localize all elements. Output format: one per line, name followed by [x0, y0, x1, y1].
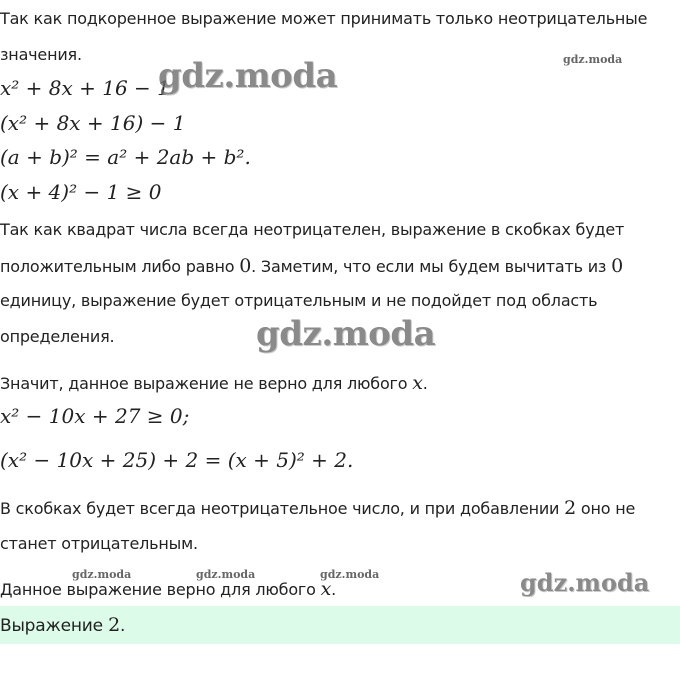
- paragraph-line: Так как подкоренное выражение может принимать только неотрицательные: [0, 9, 648, 28]
- inline-variable: x: [412, 372, 423, 394]
- formula: (x² − 10x + 25) + 2 = (x + 5)² + 2.: [0, 448, 354, 472]
- watermark-small: gdz.moda: [563, 53, 623, 66]
- text-run: Значит, данное выражение не верно для любого: [0, 374, 413, 393]
- paragraph-line: Так как квадрат числа всегда неотрицателен, выражение в скобках будет: [0, 220, 625, 239]
- text-run: В скобках будет всегда неотрицательное число, и при добавлении: [0, 499, 565, 518]
- text-run: положительным либо равно: [0, 257, 240, 276]
- paragraph-line: [0, 578, 336, 600]
- text-run: Данное выражение верно для любого: [0, 580, 321, 599]
- inline-number: 0: [239, 255, 252, 277]
- formula: (x² + 8x + 16) − 1: [0, 111, 186, 135]
- inline-number: 0: [611, 255, 623, 277]
- answer-box: [0, 606, 680, 644]
- paragraph-line: [0, 497, 635, 519]
- paragraph-line: [0, 372, 428, 394]
- watermark: gdz.moda: [256, 314, 436, 354]
- paragraph-line: станет отрицательным.: [0, 534, 198, 553]
- paragraph-line: значения.: [0, 45, 82, 64]
- formula: x² + 8x + 16 − 1: [0, 76, 170, 100]
- answer-label: Выражение: [0, 616, 109, 636]
- text-run: .: [331, 580, 337, 599]
- paragraph-line: определения.: [0, 327, 115, 346]
- watermark: gdz.moda: [520, 568, 650, 597]
- watermark-small: gdz.moda: [72, 568, 132, 581]
- text-run: .: [422, 374, 428, 393]
- formula: (a + b)² = a² + 2ab + b².: [0, 145, 251, 169]
- paragraph-line: единицу, выражение будет отрицательным и не подойдет под область: [0, 291, 598, 310]
- formula: (x + 4)² − 1 ≥ 0: [0, 180, 162, 204]
- watermark-small: gdz.moda: [320, 568, 380, 581]
- formula: x² − 10x + 27 ≥ 0;: [0, 404, 190, 428]
- inline-number: 2: [564, 497, 577, 519]
- text-run: . Заметим, что если мы будем вычитать из: [251, 257, 612, 276]
- text-run: оно не: [576, 499, 636, 518]
- watermark: gdz.moda: [158, 56, 338, 96]
- answer-end: .: [119, 616, 126, 636]
- paragraph-line: [0, 255, 623, 277]
- watermark-small: gdz.moda: [196, 568, 256, 581]
- answer-text: [0, 614, 125, 636]
- answer-number: 2: [108, 614, 120, 636]
- inline-variable: x: [320, 578, 332, 600]
